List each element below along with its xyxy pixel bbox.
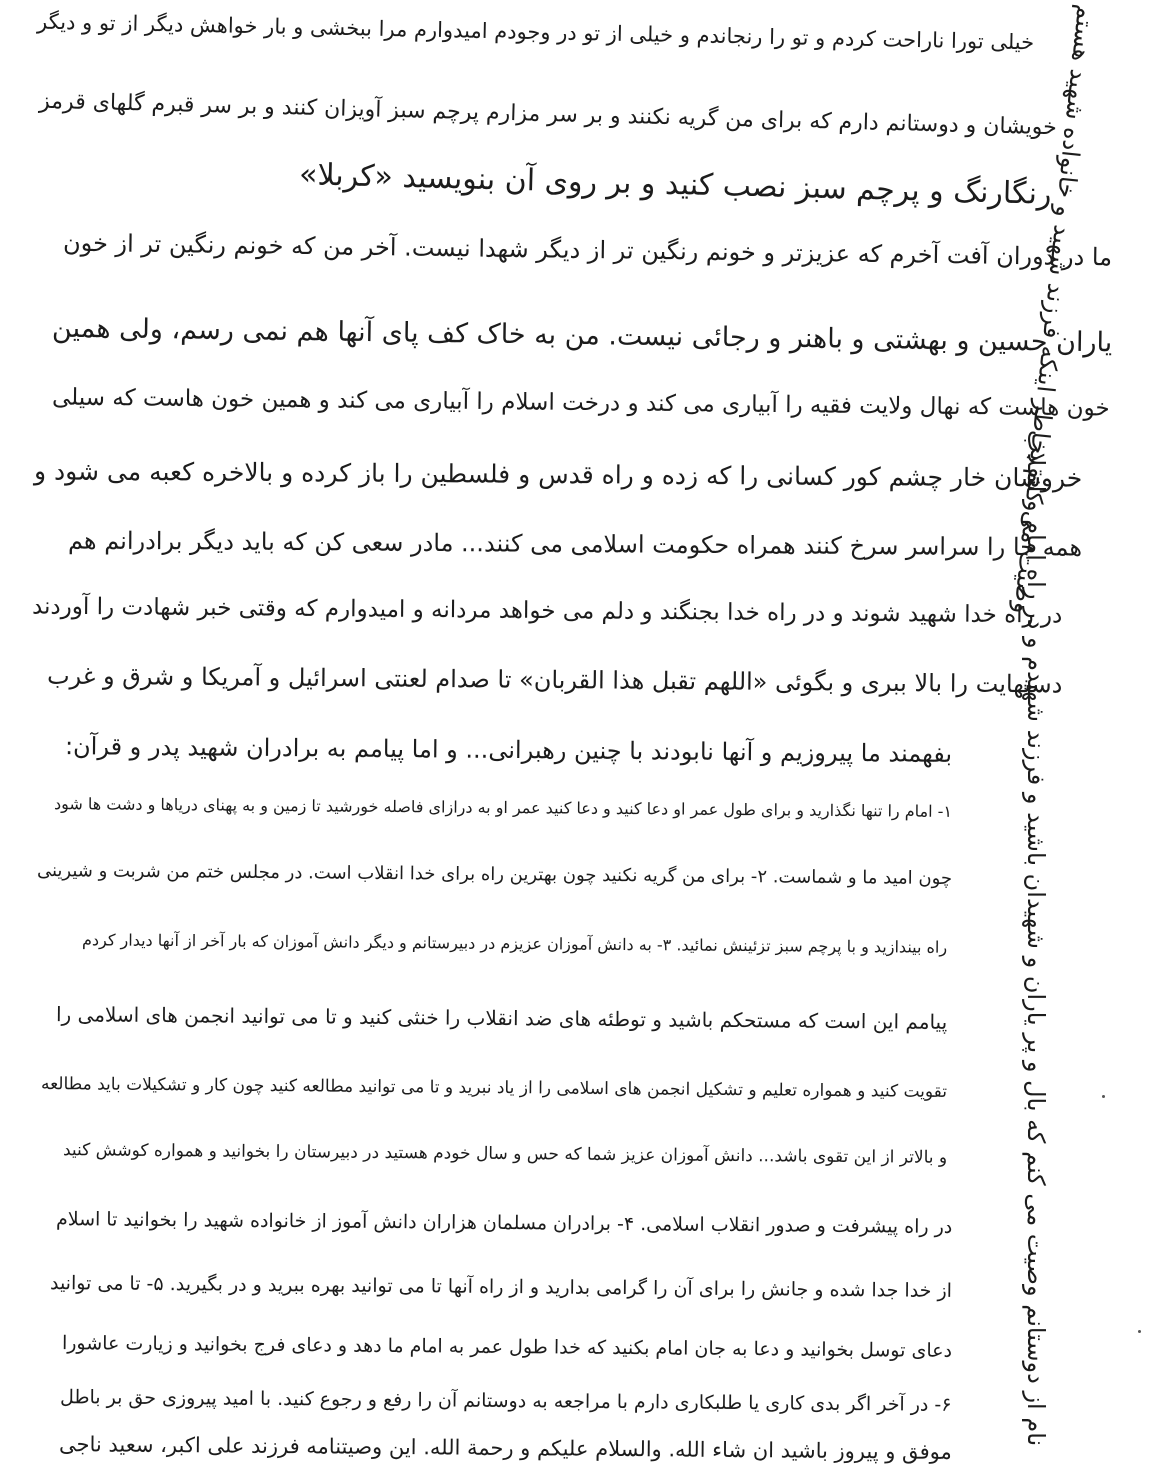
letter-line: پیامم این است که مستحکم باشید و توطئه های ضد انقلاب را خنثی کنید و تا می توانید انجمن های اسلامی را	[55, 1002, 948, 1034]
letter-line: یاران حسین و بهشتی و باهنر و رجائی نیست. من به خاک کف پای آنها هم نمی رسم، ولی همین	[51, 312, 1113, 359]
letter-line: ۱- امام را تنها نگذارید و برای طول عمر او دعا کنید و دعا کنید عمر او به درازای فاصله خورشید تا زمین و به پهنای دریاها و دشت ها شود	[53, 794, 953, 821]
letter-line: بفهمند ما پیروزیم و آنها نابودند با چنین رهبرانی... و اما پیامم به برادران شهید پدر و قرآن:	[64, 732, 953, 768]
letter-line: موفق و پیروز باشید ان شاء الله. والسلام علیکم و رحمة الله. این وصیتنامه فرزند علی اکبر، سعید ناجی	[59, 1432, 953, 1464]
margin-note-side: نام از دوستانم وصیت می کنم که بال و پر یاران و شهیدان باشید و فرزند شهیدم و در راه امام و انقلاب	[1022, 430, 1050, 1447]
letter-line: دستهایت را بالا ببری و بگوئی «اللهم تقبل هذا القربان» تا صدام لعنتی اسرائیل و آمریکا و شرق و غرب	[46, 661, 1063, 699]
letter-line: دعای توسل بخوانید و دعا به جان امام بکنید که خدا طول عمر به امام ما دهد و دعای فرج بخوانید و زیارت عاشورا	[61, 1332, 953, 1362]
letter-line: و بالاتر از این تقوی باشد... دانش آموزان عزیز شما که حس و سال خودم هستید در دبیرستان را بخوانید و همواره کوشش کنید	[62, 1140, 948, 1168]
letter-line: از خدا جدا شده و جانش را برای آن را گرامی بدارید و از راه آنها تا می توانید بهره ببرید و در بگیرید. ۵- تا می توانید	[49, 1272, 953, 1302]
letter-line: راه بیندازید و با پرچم سبز تزئینش نمائید. ۳- به دانش آموزان عزیزم در دبیرستانم و دیگر دانش آموزان که بار آخر از آنها دیدار کردم	[81, 930, 948, 957]
letter-line: ۶- در آخر اگر بدی کاری یا طلبکاری دارم با مراجعه به دوستانم آن را رفع و رجوع کنید. با امید پیروزی حق بر باطل	[60, 1386, 953, 1416]
letter-line: چون امید ما و شماست. ۲- برای من گریه نکنید چون بهترین راه برای خدا انقلاب است. در مجلس ختم من شربت و شیرینی	[36, 860, 953, 889]
letter-line: خویشان و دوستانم دارم که برای من گریه نکنند و بر سر مزارم پرچم سبز آویزان کنند و بر سر قبرم گلهای قرمز	[38, 88, 1058, 141]
ink-speck	[1138, 1330, 1141, 1333]
letter-line: در راه پیشرفت و صدور انقلاب اسلامی. ۴- برادران مسلمان هزاران دانش آموز از خانواده شهید را بخوانید تا اسلام	[55, 1208, 953, 1238]
ink-speck	[1102, 1095, 1105, 1098]
letter-line: خروشان خار چشم کور کسانی را که زده و راه قدس و فلسطین را باز کرده و بالاخره کعبه می شود و	[33, 456, 1083, 493]
letter-line: رنگارنگ و پرچم سبز نصب کنید و بر روی آن بنویسید «کربلا»	[299, 157, 1053, 212]
letter-line: همه جا را سراسر سرخ کنند همراه حکومت اسلامی می کنند... مادر سعی کن که باید دیگر برادرانم هم	[67, 526, 1083, 562]
letter-line: خون هاست که نهال ولایت فقیه را آبیاری می کند و درخت اسلام را آبیاری می کند و همین خون هاست که سیلی	[52, 384, 1111, 422]
letter-line: تقویت کنید و همواره تعلیم و تشکیل انجمن های اسلامی را از یاد نبرید و تا می توانید مطالعه کنید چون کار و تشکیلات باید مطالعه	[40, 1074, 948, 1102]
letter-line: خیلی تورا ناراحت کردم و تو را رنجاندم و خیلی از تو در وجودم امیدوارم مرا ببخشی و بار خواهش دیگر از تو و دیگر	[36, 9, 1035, 55]
letter-line: در راه خدا شهید شوند و در راه خدا بجنگند و دلم می خواهد مردانه و امیدوارم که وقتی خبر شهادت را آوردند	[31, 593, 1063, 629]
margin-note-top: وصیت می کنم بخاطر اینکه فرزند شهید و خانواده شهید هستم	[1008, 3, 1100, 616]
letter-line: ما در دوران آفت آخرم که عزیزتر و خونم رنگین تر از دیگر شهدا نیست. آخر من که خونم رنگین تر از خون	[62, 228, 1113, 272]
